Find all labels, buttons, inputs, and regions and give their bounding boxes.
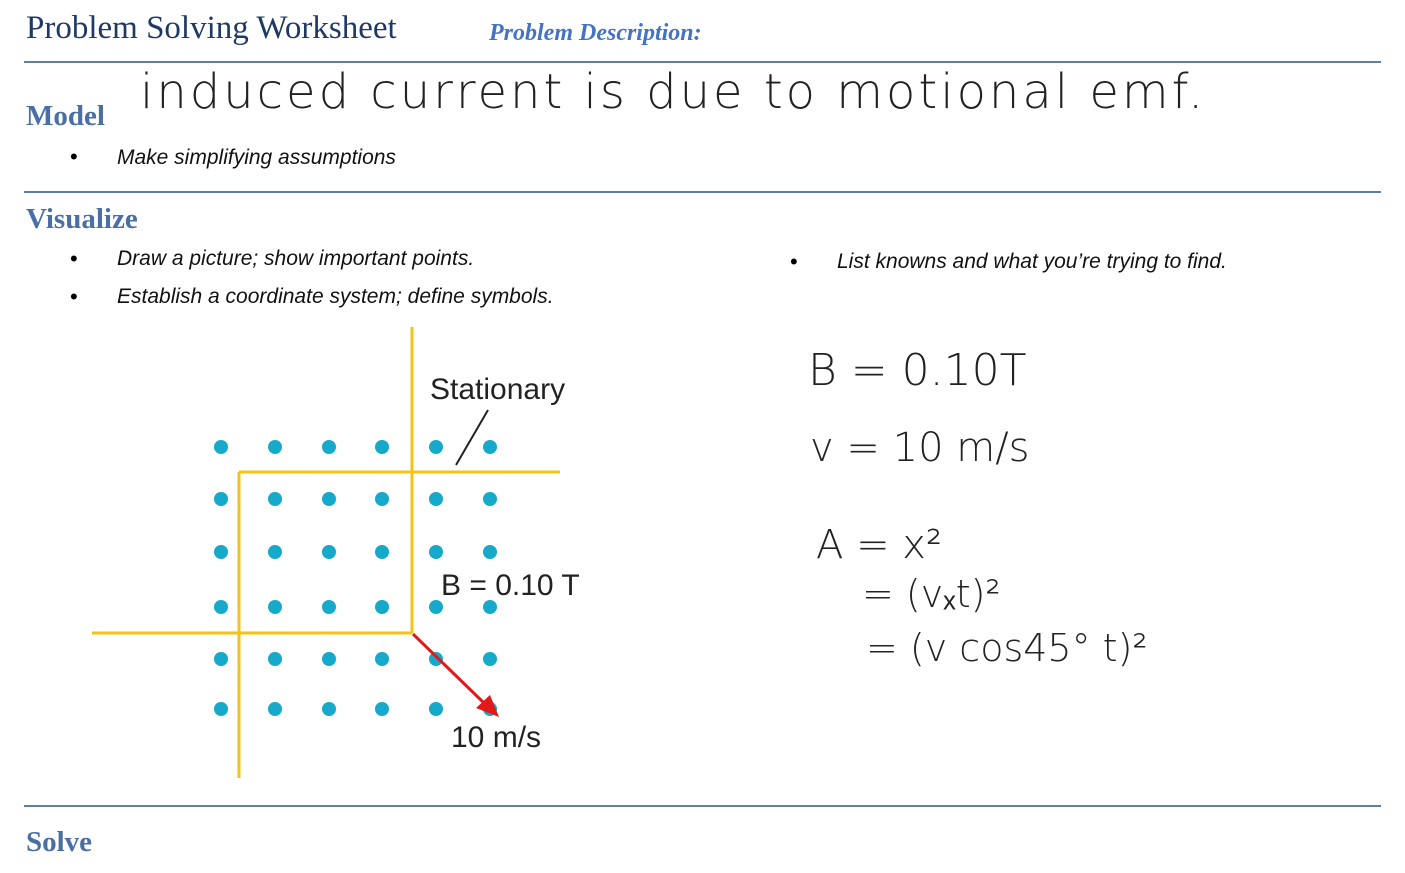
field-dot	[483, 440, 497, 454]
field-dot	[375, 600, 389, 614]
field-dot	[375, 702, 389, 716]
field-dot	[268, 600, 282, 614]
field-dot	[322, 702, 336, 716]
known-velocity: v = 10 m/s	[810, 425, 1030, 471]
problem-description-label: Problem Description:	[489, 20, 702, 46]
visualize-bullet-coordinate-system: Establish a coordinate system; define symbols.	[117, 285, 554, 308]
field-dot	[268, 545, 282, 559]
area-expression-step-1: = (vₓt)²	[862, 572, 1001, 616]
field-dot	[483, 652, 497, 666]
field-dot	[375, 545, 389, 559]
known-magnetic-field: B = 0.10T	[808, 345, 1027, 396]
model-bullet-assumptions: Make simplifying assumptions	[117, 146, 396, 169]
visualize-divider	[24, 805, 1381, 807]
field-dot	[483, 545, 497, 559]
field-dot	[268, 492, 282, 506]
field-dot	[322, 600, 336, 614]
model-heading: Model	[26, 100, 105, 132]
bullet-dot: •	[790, 249, 798, 274]
visualize-heading: Visualize	[26, 203, 138, 235]
solve-heading: Solve	[26, 826, 93, 858]
field-dot	[483, 600, 497, 614]
field-dot	[429, 492, 443, 506]
velocity-label: 10 m/s	[451, 721, 542, 754]
field-dot	[483, 492, 497, 506]
field-dot	[322, 440, 336, 454]
bullet-dot: •	[70, 246, 78, 271]
field-dot	[322, 492, 336, 506]
field-dot	[214, 545, 228, 559]
field-dot	[268, 702, 282, 716]
field-dot	[429, 702, 443, 716]
velocity-arrow-shaft	[413, 634, 484, 703]
field-dot	[214, 600, 228, 614]
field-dot	[375, 440, 389, 454]
area-expression: A = x²	[816, 522, 943, 568]
field-dot	[322, 545, 336, 559]
visualize-bullet-draw-picture: Draw a picture; show important points.	[117, 247, 475, 270]
field-dot	[214, 652, 228, 666]
field-dot	[214, 702, 228, 716]
field-dot	[429, 440, 443, 454]
field-dot	[429, 652, 443, 666]
bullet-dot: •	[70, 144, 78, 169]
field-dot	[214, 440, 228, 454]
bullet-dot: •	[70, 284, 78, 309]
field-dot	[429, 600, 443, 614]
field-dot	[375, 652, 389, 666]
field-dot	[322, 652, 336, 666]
stationary-pointer-line	[456, 410, 488, 465]
field-dot	[268, 652, 282, 666]
visualize-bullet-list-knowns: List knowns and what you’re trying to find.	[837, 250, 1227, 273]
model-handwritten-note: induced current is due to motional emf.	[140, 64, 1207, 120]
field-dot	[268, 440, 282, 454]
area-expression-step-2: = (v cos45° t)²	[866, 626, 1148, 670]
field-dot	[214, 492, 228, 506]
worksheet-title: Problem Solving Worksheet	[26, 10, 397, 46]
stationary-label: Stationary	[430, 373, 566, 406]
field-dot	[375, 492, 389, 506]
field-strength-label: B = 0.10 T	[441, 569, 580, 602]
field-dot	[429, 545, 443, 559]
